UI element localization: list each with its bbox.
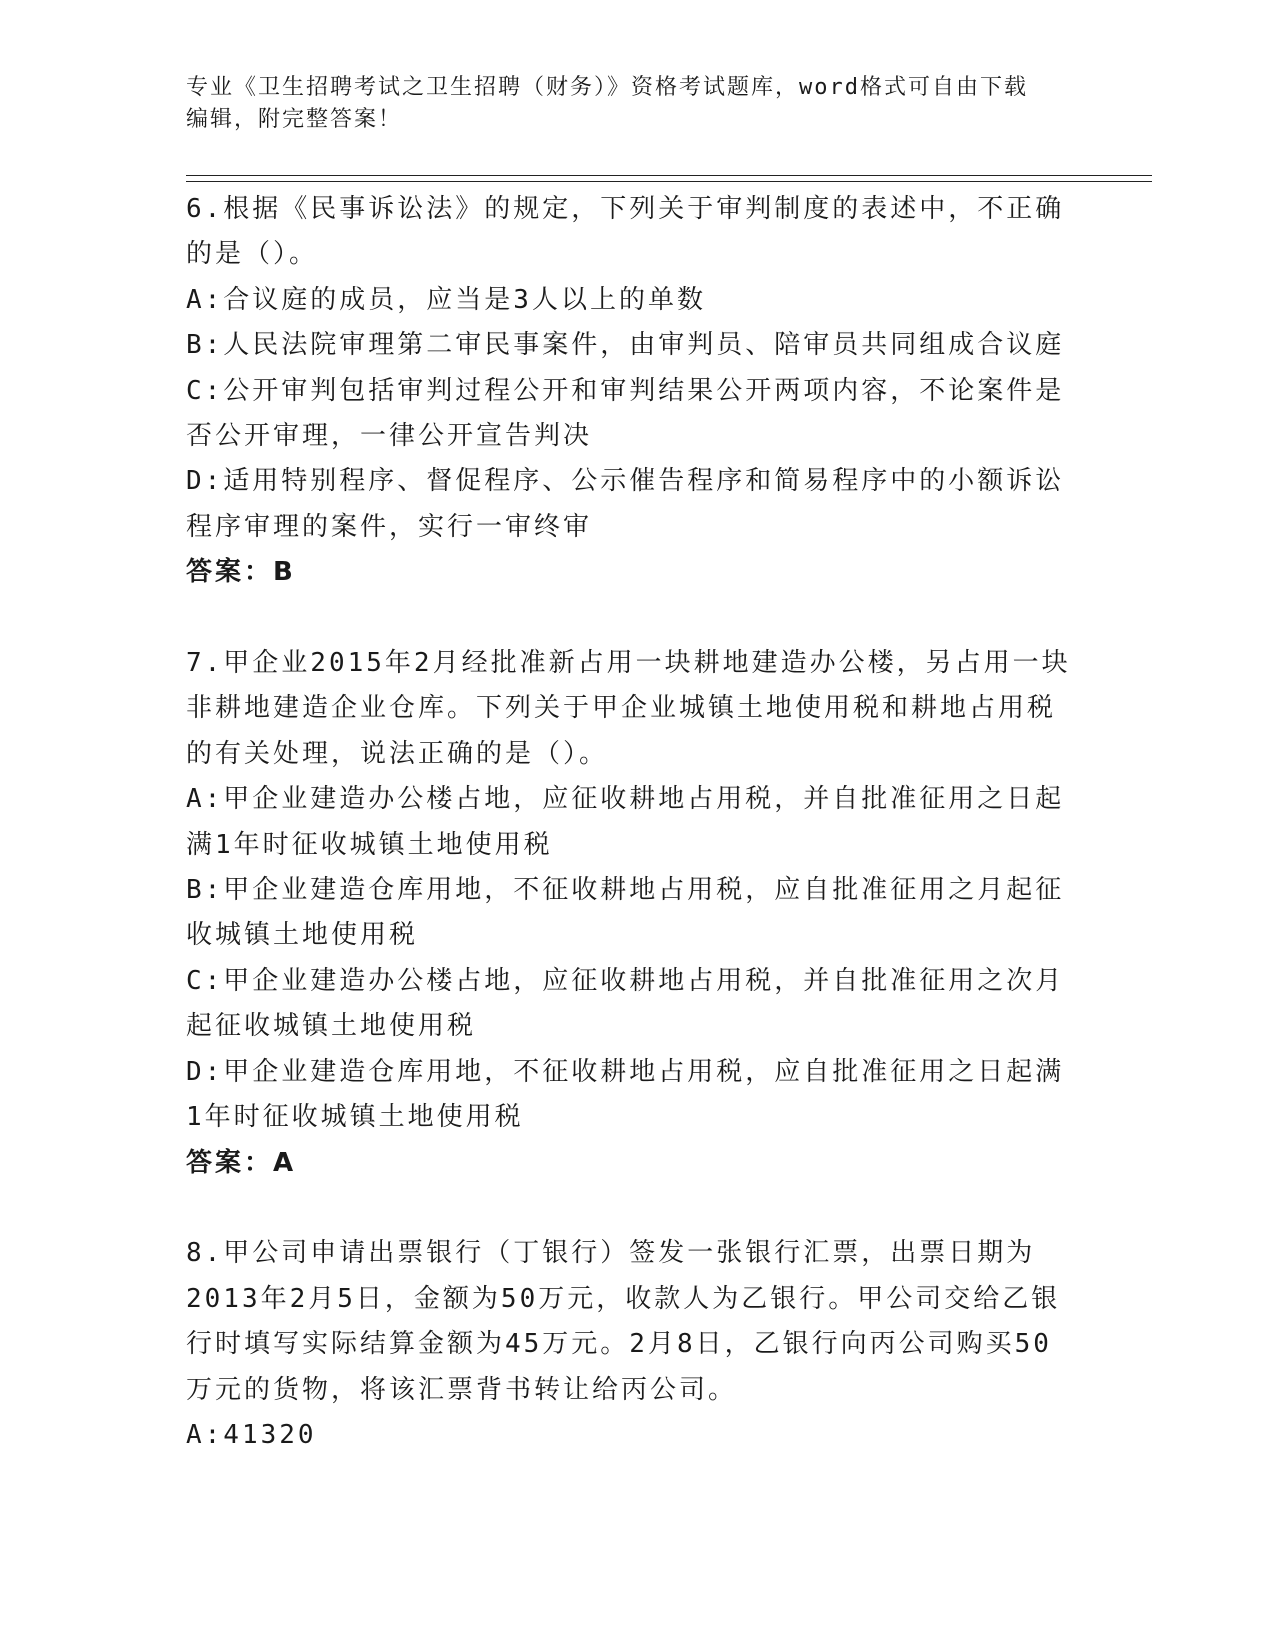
spacer <box>186 596 1076 641</box>
question-6-option-b: B:人民法院审理第二审民事案件，由审判员、陪审员共同组成合议庭 <box>186 330 1065 361</box>
spacer <box>186 1186 1076 1231</box>
question-6-option-c: C:公开审判包括审判过程公开和审判结果公开两项内容，不论案件是 <box>186 375 1065 406</box>
question-8-line: 2013年2月5日，金额为50万元，收款人为乙银行。甲公司交给乙银 <box>186 1283 1061 1314</box>
header-line-2: 编辑，附完整答案！ <box>186 107 403 132</box>
header-divider-top <box>186 175 1152 176</box>
question-7-option-a: A:甲企业建造办公楼占地，应征收耕地占用税，并自批准征用之日起 <box>186 784 1065 815</box>
document-header <box>186 72 1066 136</box>
question-7-option-c-cont: 起征收城镇土地使用税 <box>186 1011 477 1042</box>
question-6-option-d: D:适用特别程序、督促程序、公示催告程序和简易程序中的小额诉讼 <box>186 466 1065 497</box>
header-line-1: 专业《卫生招聘考试之卫生招聘（财务）》资格考试题库，word格式可自由下载 <box>186 75 1028 100</box>
question-6-line: 6.根据《民事诉讼法》的规定，下列关于审判制度的表述中，不正确 <box>186 194 1065 224</box>
question-8-option-a: A:41320 <box>186 1419 317 1450</box>
question-8 <box>186 1231 1076 1458</box>
question-7-line: 7.甲企业2015年2月经批准新占用一块耕地建造办公楼，另占用一块 <box>186 648 1071 679</box>
question-6-option-a: A:合议庭的成员，应当是3人以上的单数 <box>186 284 706 315</box>
question-list <box>186 187 1076 1458</box>
question-8-line: 8.甲公司申请出票银行（丁银行）签发一张银行汇票，出票日期为 <box>186 1238 1036 1269</box>
question-8-line: 万元的货物，将该汇票背书转让给丙公司。 <box>186 1374 738 1405</box>
question-6-answer: 答案：B <box>186 557 296 588</box>
question-7-line: 非耕地建造企业仓库。下列关于甲企业城镇土地使用税和耕地占用税 <box>186 693 1057 724</box>
header-divider-bottom <box>186 181 1152 182</box>
question-7-option-b-cont: 收城镇土地使用税 <box>186 920 419 951</box>
question-7-line: 的有关处理，说法正确的是（）。 <box>186 738 609 769</box>
question-7-option-a-cont: 满1年时征收城镇土地使用税 <box>186 829 553 860</box>
question-6-option-d-cont: 程序审理的案件，实行一审终审 <box>186 511 593 542</box>
question-7-answer: 答案：A <box>186 1147 297 1178</box>
question-8-line: 行时填写实际结算金额为45万元。2月8日，乙银行向丙公司购买50 <box>186 1329 1052 1360</box>
question-7-option-c: C:甲企业建造办公楼占地，应征收耕地占用税，并自批准征用之次月 <box>186 965 1065 996</box>
question-7-option-d-cont: 1年时征收城镇土地使用税 <box>186 1102 524 1133</box>
question-6-option-c-cont: 否公开审理，一律公开宣告判决 <box>186 421 593 452</box>
question-7-option-d: D:甲企业建造仓库用地，不征收耕地占用税，应自批准征用之日起满 <box>186 1056 1065 1087</box>
question-6 <box>186 187 1076 596</box>
question-7 <box>186 641 1076 1186</box>
question-6-line: 的是（）。 <box>186 239 319 270</box>
question-7-option-b: B:甲企业建造仓库用地，不征收耕地占用税，应自批准征用之月起征 <box>186 875 1065 906</box>
